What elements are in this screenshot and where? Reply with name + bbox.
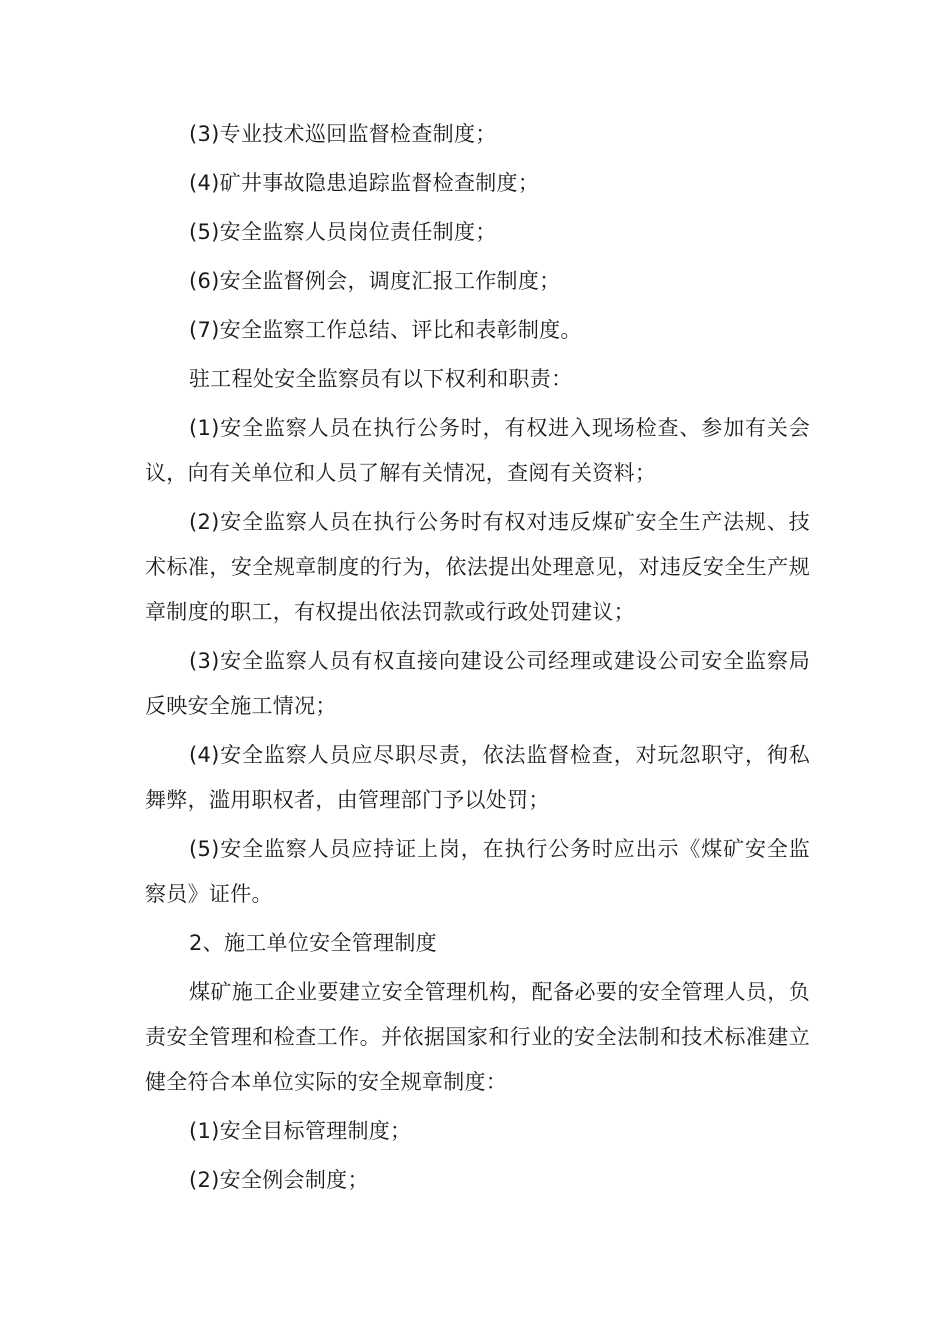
list-item: (6)安全监督例会，调度汇报工作制度；	[189, 269, 561, 293]
list-item: (3)安全监察人员有权直接向建设公司经理或建设公司安全监察局反映安全施工情况；	[145, 649, 810, 718]
body-paragraph: 煤矿施工企业要建立安全管理机构，配备必要的安全管理人员，负责安全管理和检查工作。并依据国家和行业的安全法制和技术标准建立健全符合本单位实际的安全规章制度：	[145, 980, 810, 1094]
list-item: (1)安全监察人员在执行公务时，有权进入现场检查、参加有关会议，向有关单位和人员了解有关情况，查阅有关资料；	[145, 416, 810, 485]
list-item: (5)安全监察人员岗位责任制度；	[189, 220, 497, 244]
list-item: (5)安全监察人员应持证上岗，在执行公务时应出示《煤矿安全监察员》证件。	[145, 837, 810, 906]
section-intro: 驻工程处安全监察员有以下权利和职责：	[189, 367, 573, 391]
list-item: (7)安全监察工作总结、评比和表彰制度。	[189, 318, 582, 342]
section-heading: 2、施工单位安全管理制度	[189, 931, 437, 955]
list-item: (1)安全目标管理制度；	[189, 1119, 412, 1143]
list-item: (2)安全监察人员在执行公务时有权对违反煤矿安全生产法规、技术标准，安全规章制度的行为，依法提出处理意见，对违反安全生产规章制度的职工，有权提出依法罚款或行政处罚建议；	[145, 510, 810, 624]
list-item: (4)安全监察人员应尽职尽责，依法监督检查，对玩忽职守，徇私舞弊，滥用职权者，由管理部门予以处罚；	[145, 743, 810, 812]
document-body	[145, 112, 810, 1207]
list-item: (3)专业技术巡回监督检查制度；	[189, 122, 497, 146]
list-item: (2)安全例会制度；	[189, 1168, 369, 1192]
list-item: (4)矿井事故隐患追踪监督检查制度；	[189, 171, 540, 195]
